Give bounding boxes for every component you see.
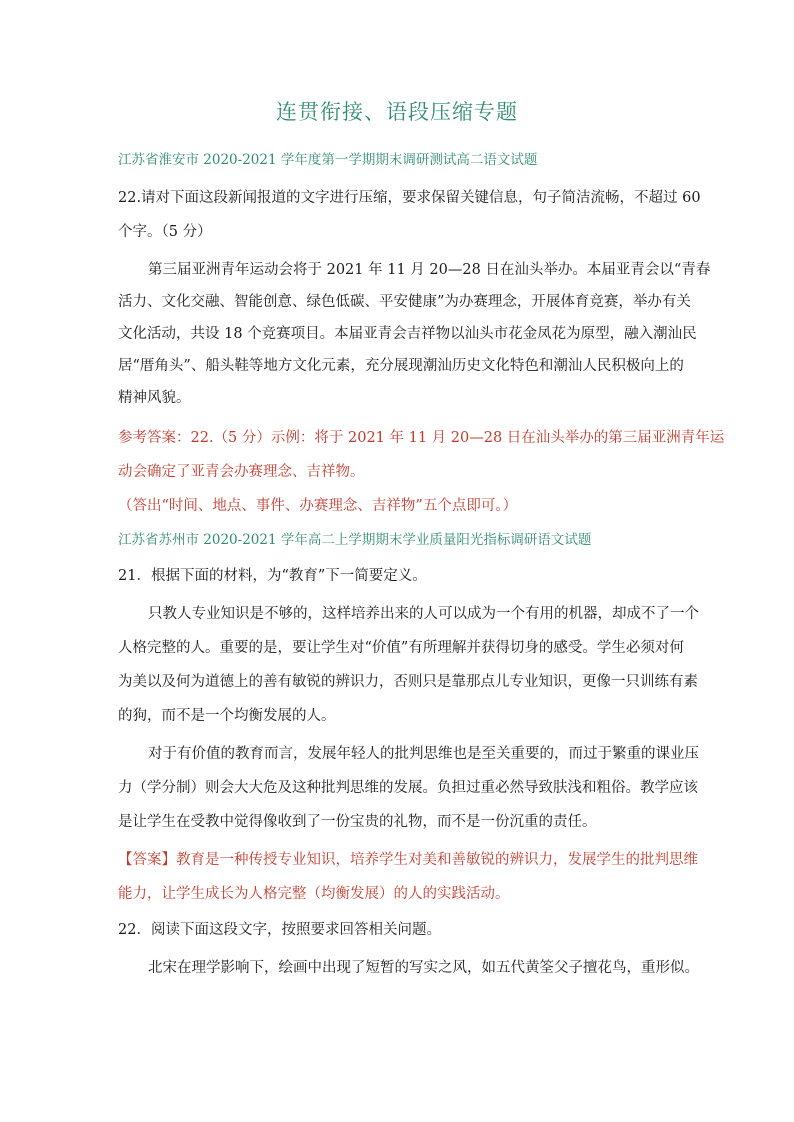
- passage-1-line-4: 居“厝角头”、船头鞋等地方文化元素，充分展现潮汕历史文化特色和潮汕人民积极向上的: [118, 358, 684, 374]
- answer-2-line-1: 【答案】教育是一种传授专业知识，培养学生对美和善敏锐的辨识力，发展学生的批判思维: [118, 852, 698, 868]
- passage-1-line-2: 活力、文化交融、智能创意、绿色低碳、平安健康”为办赛理念，开展体育竞赛，举办有关: [118, 294, 691, 310]
- source-heading-2: 江苏省苏州市 2020-2021 学年高二上学期期末学业质量阳光指标调研语文试题: [118, 532, 592, 548]
- answer-1-line-2: 动会确定了亚青会办赛理念、吉祥物。: [118, 464, 365, 480]
- question-22-line-1: 22.请对下面这段新闻报道的文字进行压缩，要求保留关键信息，句子简洁流畅，不超过 60: [118, 190, 701, 206]
- answer-1-line-1: 参考答案：22.（5 分）示例：将于 2021 年 11 月 20—28 日在汕头举办的第三届亚洲青年运: [118, 430, 725, 446]
- page-title: 连贯衔接、语段压缩专题: [276, 100, 518, 124]
- answer-2-line-2: 能力，让学生成长为人格完整（均衡发展）的人的实践活动。: [118, 886, 510, 902]
- source-heading-1: 江苏省淮安市 2020-2021 学年度第一学期期末调研测试高二语文试题: [118, 152, 538, 168]
- passage-1-line-1: 第三届亚洲青年运动会将于 2021 年 11 月 20—28 日在汕头举办。本届亚青会以“青春: [148, 262, 711, 278]
- passage-2-line-2: 人格完整的人。重要的是，要让学生对“价值”有所理解并获得切身的感受。学生必须对何: [118, 640, 684, 656]
- passage-2-line-5: 对于有价值的教育而言，发展年轻人的批判思维也是至关重要的，而过于繁重的课业压: [148, 746, 699, 762]
- passage-2-line-3: 为美以及何为道德上的善有敏锐的辨识力，否则只是靠那点儿专业知识，更像一只训练有素: [118, 674, 698, 690]
- passage-1-line-3: 文化活动，共设 18 个竞赛项目。本届亚青会吉祥物以汕头市花金凤花为原型，融入潮汕民: [118, 326, 697, 342]
- passage-1-line-5: 精神风貌。: [118, 390, 191, 406]
- question-22-line-2: 个字。（5 分）: [118, 224, 212, 240]
- question-21: 21．根据下面的材料，为“教育”下一简要定义。: [118, 568, 427, 584]
- passage-3-line-1: 北宋在理学影响下，绘画中出现了短暂的写实之风，如五代黄筌父子擅花鸟，重形似。: [148, 960, 699, 976]
- question-22b: 22．阅读下面这段文字，按照要求回答相关问题。: [118, 922, 441, 938]
- passage-2-line-1: 只教人专业知识是不够的，这样培养出来的人可以成为一个有用的机器，却成不了一个: [148, 606, 699, 622]
- passage-2-line-6: 力（学分制）则会大大危及这种批判思维的发展。负担过重必然导致肤浅和粗俗。教学应该: [118, 780, 698, 796]
- passage-2-line-7: 是让学生在受教中觉得像收到了一份宝贵的礼物，而不是一份沉重的责任。: [118, 814, 597, 830]
- passage-2-line-4: 的狗，而不是一个均衡发展的人。: [118, 708, 336, 724]
- answer-1-note: （答出“时间、地点、事件、办赛理念、吉祥物”五个点即可。）: [118, 498, 518, 514]
